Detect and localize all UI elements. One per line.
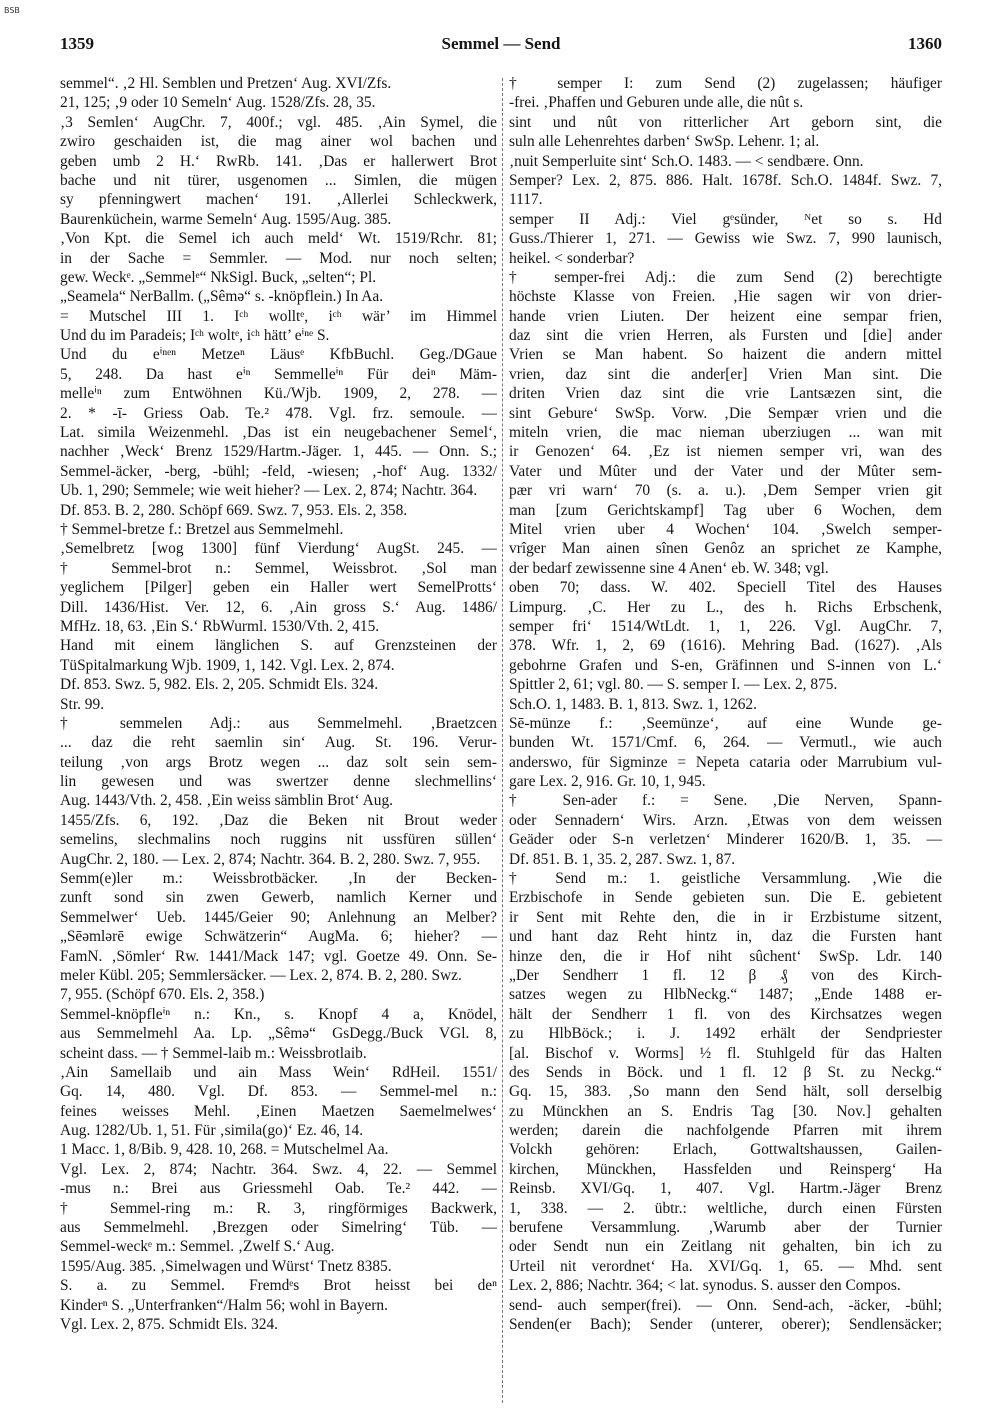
- text-line: † Semmel-ring m.: R. 3, ringförmiges Backwerk,: [60, 1199, 497, 1217]
- text-line: bunden Wt. 1571/Cmf. 6, 264. — Vermutl., wie auch: [509, 734, 942, 752]
- text-line: Geäder oder S-n verletzen‘ Minderer 1620/B. 1, 35. —: [509, 831, 942, 849]
- running-head: [60, 34, 942, 56]
- text-line: zu HlbBöck.; i. J. 1492 erhält der Sendpriester: [509, 1025, 942, 1043]
- text-line: des Sends in Böck. und 1 fl. 12 β St. zu Neckg.“: [509, 1063, 942, 1081]
- text-line: Lat. simila Weizenmehl. ‚Das ist ein neugebachener Semel‘,: [60, 424, 497, 442]
- text-line: 1455/Zfs. 6, 192. ‚Daz die Beken nit Brout weder: [60, 811, 497, 829]
- text-line: scheint dass. — † Semmel-laib m.: Weissbrotlaib.: [60, 1044, 367, 1062]
- text-line: und hant daz Reht hintz in, daz die Fursten hant: [509, 928, 942, 946]
- text-line: „Seamela“ NerBallm. („Sêmə“ s. -knöpflein.) In Aa.: [60, 288, 384, 306]
- text-line: Kinderⁿ S. „Unterfranken“/Halm 56; wohl in Bayern.: [60, 1296, 388, 1314]
- text-line: Sch.O. 1, 1483. B. 1, 813. Swz. 1, 1262.: [509, 695, 757, 713]
- text-line: „Sēəmlərē ewige Schwätzerin“ AugMa. 6; hieher? —: [60, 928, 497, 946]
- left-page-number: 1359: [60, 34, 94, 53]
- text-line: semper II Adj.: Viel gᵉsünder, ᴺet so s. Hd: [509, 210, 942, 228]
- text-line: FamN. ‚Sömler‘ Rw. 1441/Mack 147; vgl. Goetze 49. Onn. Se-: [60, 947, 497, 965]
- text-line: anderswo, für Sigminze = Nepeta cataria oder Marrubium vul-: [509, 753, 942, 771]
- text-line: semper fri‘ 1514/WtLdt. 1, 1, 226. Vgl. AugChr. 7,: [509, 617, 942, 635]
- text-line: -frei. ‚Phaffen und Geburen unde alle, die nût s.: [509, 94, 804, 112]
- text-line: werden; darein die nachfolgende Pfarren mit ihrem: [509, 1122, 942, 1140]
- left-column: [60, 74, 497, 1412]
- text-line: [al. Bischof v. Worms] ½ fl. Stuhlgeld für das Halten: [509, 1044, 942, 1062]
- text-line: hande vrien Liuten. Der heizent eine sempar frien,: [509, 307, 942, 325]
- text-line: aus Semmelmehl. ‚Brezgen oder Simelring‘ Tüb. —: [60, 1219, 497, 1237]
- text-line: hält der Sendherr 1 fl. von des Kirchsatzes wegen: [509, 1005, 942, 1023]
- text-line: Erzbischofe in Sende gebieten sun. Die E. gebietent: [509, 889, 942, 907]
- text-line: Semmelwer‘ Ueb. 1445/Geier 90; Anlehnung an Melber?: [60, 908, 497, 926]
- text-line: semmel“. ‚2 Hl. Semblen und Pretzen‘ Aug. XVI/Zfs.: [60, 75, 392, 92]
- text-line: 1595/Aug. 385. ‚Simelwagen und Würst‘ Tnetz 8385.: [60, 1257, 392, 1275]
- text-line: sy pfenningwert machen‘ 191. ‚Allerlei Schleckwerk,: [60, 191, 497, 209]
- text-line: der bedarf zewissenne sine 4 Anen‘ eb. W. 348; vgl.: [509, 559, 829, 577]
- text-line: gew. Weckᵉ. „Semmelᵉ“ NkSigl. Buck, „selten“; Pl.: [60, 268, 377, 286]
- text-line: = Mutschel III 1. Iᶜʰ wolltᵉ, iᶜʰ wär’ im Himmel: [60, 307, 497, 325]
- text-line: S. a. zu Semmel. Fremdᵉs Brot heisst bei deⁿ: [60, 1277, 497, 1295]
- right-page-number: 1360: [908, 34, 942, 53]
- text-line: Urteil nit verordnet‘ Ha. XVI/Gq. 1, 65. — Mhd. sent: [509, 1257, 942, 1275]
- text-line: 1 Macc. 1, 8/Bib. 9, 428. 10, 268. = Mutschelmel Aa.: [60, 1141, 389, 1159]
- text-line: Mitel vrien uber 4 Wochen‘ 104. ‚Swelch semper-: [509, 520, 942, 538]
- text-line: 7, 955. (Schöpf 670. Els. 2, 358.): [60, 986, 265, 1004]
- text-line: Vgl. Lex. 2, 874; Nachtr. 364. Swz. 4, 22. — Semmel: [60, 1160, 497, 1178]
- text-line: nachher ‚Weck‘ Brenz 1529/Hartm.-Jäger. 1, 445. — Onn. S.;: [60, 443, 497, 461]
- text-line: Gq. 14, 480. Vgl. Df. 853. — Semmel-mel n.:: [60, 1083, 497, 1101]
- text-line: TüSpitalmarkung Wjb. 1909, 1, 142. Vgl. Lex. 2, 874.: [60, 656, 395, 674]
- text-line: Vgl. Lex. 2, 875. Schmidt Els. 324.: [60, 1316, 279, 1333]
- text-line: 1117.: [509, 191, 543, 209]
- text-line: satzes wegen zu HlbNeckg.“ 1487; „Ende 1488 er-: [509, 986, 942, 1004]
- text-line: Reinsb. XVI/Gq. 1, 407. Vgl. Hartm.-Jäger Brenz: [509, 1180, 942, 1198]
- text-line: Limpurg. ‚C. Her zu L., des h. Richs Erbschenk,: [509, 598, 942, 616]
- text-line: Df. 853. B. 2, 280. Schöpf 669. Swz. 7, 953. Els. 2, 358.: [60, 501, 408, 519]
- library-stamp: BSB: [4, 6, 20, 15]
- text-line: Semmel-weckᵉ m.: Semmel. ‚Zwelf S.‘ Aug.: [60, 1238, 335, 1256]
- text-line: Str. 99.: [60, 695, 105, 713]
- text-line: Semper? Lex. 2, 875. 886. Halt. 1678f. Sch.O. 1484f. Swz. 7,: [509, 171, 942, 189]
- text-line: 1, 338. — 2. übtr.: weltliche, durch einen Fürsten: [509, 1199, 942, 1217]
- text-line: ‚Ain Samellaib und ain Mass Wein‘ RdHeil. 1551/: [60, 1063, 497, 1081]
- text-line: pær vri warn‘ 70 (s. a. u.). ‚Dem Semper vrien git: [509, 482, 942, 500]
- text-line: Sē-münze f.: ‚Seemünze‘, auf eine Wunde ge-: [509, 714, 942, 732]
- text-line: Vrien se Man habent. So haizent die andern mittel: [509, 346, 942, 364]
- text-line: gebohrne Grafen und S-en, Gräfinnen und S-innen von L.‘: [509, 656, 942, 674]
- text-line: meler Kübl. 205; Semmlersäcker. — Lex. 2, 874. B. 2, 280. Swz.: [60, 966, 462, 984]
- text-line: Dill. 1436/Hist. Ver. 12, 6. ‚Ain gross S.‘ Aug. 1486/: [60, 598, 497, 616]
- text-line: Und du eⁱⁿᵉⁿ Metzeⁿ Läusᵉ KfbBuchl. Geg./DGaue: [60, 346, 497, 364]
- text-line: † Send m.: 1. geistliche Versammlung. ‚Wie die: [509, 870, 942, 888]
- text-line: man [zum Gerichtskampf] Tag uber 6 Wochen, dem: [509, 501, 942, 519]
- text-line: oben 70; dass. W. 402. Speciell Titel des Hauses: [509, 579, 942, 597]
- text-line: Semm(e)ler m.: Weissbrotbäcker. ‚In der Becken-: [60, 870, 497, 888]
- text-line: „Der Sendherr 1 fl. 12 β ₰ von des Kirch-: [509, 966, 942, 984]
- text-line: send- auch semper(frei). — Onn. Send-ach, -äcker, -bühl;: [509, 1296, 942, 1314]
- text-line: Df. 851. B. 1, 35. 2, 287. Swz. 1, 87.: [509, 850, 736, 868]
- text-line: berufene Versammlung. ‚Warumb aber der Turnier: [509, 1219, 942, 1237]
- text-line: -mus n.: Brei aus Griessmehl Oab. Te.² 442. —: [60, 1180, 497, 1198]
- right-column: [509, 74, 942, 1412]
- text-line: Vater und Mûter und der Vater und der Mûter sem-: [509, 462, 942, 480]
- text-line: yeglichem [Pilger] geben ein Haller wert SemelProtts‘: [60, 579, 497, 597]
- text-line: Senden(er Bach); Sender (unterer, oberer); Sendlensäcker;: [509, 1316, 942, 1333]
- text-line: feines weisses Mehl. ‚Einen Maetzen Saemelmelwes‘: [60, 1102, 497, 1120]
- text-line: † Semmel-brot n.: Semmel, Weissbrot. ‚Sol man: [60, 559, 497, 577]
- text-line: Volckh gehören: Erlach, Gottwaltshaussen, Gailen-: [509, 1141, 942, 1159]
- text-line: Ub. 1, 290; Semmele; wie weit hieher? — Lex. 2, 874; Nachtr. 364.: [60, 482, 478, 500]
- text-line: Semmel-knöpfleⁱⁿ n.: Kn., s. Knopf 4 a, Knödel,: [60, 1005, 497, 1023]
- text-line: ‚Von Kpt. die Semel ich auch meld‘ Wt. 1519/Rchr. 81;: [60, 230, 497, 248]
- text-line: ‚3 Semlen‘ AugChr. 7, 400f.; vgl. 485. ‚Ain Symel, die: [60, 113, 497, 131]
- text-line: oder Sendt nun ein Zeitlang nit gehalten, bin ich zu: [509, 1238, 942, 1256]
- text-line: gare Lex. 2, 916. Gr. 10, 1, 945.: [509, 773, 706, 791]
- text-line: ir Genozen‘ 64. ‚Ez ist niemen semper vri, wan des: [509, 443, 942, 461]
- text-line: miteln vrien, die mac nieman uberziugen ... wan mit: [509, 424, 942, 442]
- text-line: teilung ‚von args Brotz wegen ... daz solt sein sem-: [60, 753, 497, 771]
- text-line: † semper-frei Adj.: die zum Send (2) berechtigte: [509, 268, 942, 286]
- text-line: lin gewesen und was swertzer denne slechmellins‘: [60, 773, 497, 791]
- text-line: melleⁱⁿ zum Entwöhnen Kü./Wjb. 1909, 2, 278. —: [60, 385, 497, 403]
- text-line: 378. Wfr. 1, 2, 69 (1616). Mehring Bad. (1627). ‚Als: [509, 637, 942, 655]
- text-line: Guss./Thierer 1, 271. — Gewiss wie Swz. 7, 990 launisch,: [509, 230, 942, 248]
- text-line: ... daz die reht saemlin sin‘ Aug. St. 196. Verur-: [60, 734, 497, 752]
- text-line: † Sen-ader f.: = Sene. ‚Die Nerven, Spann-: [509, 792, 942, 810]
- text-line: vrîger Man ainen sînen Genôz an sprichet ze Kamphe,: [509, 540, 942, 558]
- text-line: kirchen, Münckhen, Hassfelden und Reinsperg‘ Ha: [509, 1160, 942, 1178]
- text-line: aus Semmelmehl Aa. Lp. „Sêmə“ GsDegg./Buck VGl. 8,: [60, 1025, 497, 1043]
- text-line: in der Sache = Semmler. — Mod. nur noch selten;: [60, 249, 497, 267]
- text-line: geben umb 2 H.‘ RwRb. 141. ‚Das er hallerwert Brot: [60, 152, 497, 170]
- text-line: Df. 853. Swz. 5, 982. Els. 2, 205. Schmidt Els. 324.: [60, 676, 379, 694]
- text-line: semelins, slechmalins noch ruggins nit ussfüren süllen‘: [60, 831, 497, 849]
- text-line: † semper I: zum Send (2) zugelassen; häufiger: [509, 75, 942, 92]
- text-line: Gq. 15, 383. ‚So mann den Send hält, soll derselbig: [509, 1083, 942, 1101]
- text-line: Baurenküchein, warme Semeln‘ Aug. 1595/Aug. 385.: [60, 210, 392, 228]
- text-line: daz sint die vrien Herren, als Fursten und [die] ander: [509, 327, 942, 345]
- text-line: suln alle Lehenrehtes darben‘ SwSp. Lehenr. 1; al.: [509, 133, 820, 151]
- text-line: sint Gebure‘ SwSp. Vorw. ‚Die Sempær vrien und die: [509, 404, 942, 422]
- text-line: ‚nuit Semperluite sint‘ Sch.O. 1483. — < sendbære. Onn.: [509, 152, 864, 170]
- column-divider: [502, 78, 503, 1403]
- text-line: 2. * -ī- Griess Oab. Te.² 478. Vgl. frz. semoule. —: [60, 404, 497, 422]
- text-line: † semmelen Adj.: aus Semmelmehl. ‚Braetzcen: [60, 714, 497, 732]
- text-line: höchste Klasse von Freien. ‚Hie sagen wir von drier-: [509, 288, 942, 306]
- text-line: MfHz. 18, 63. ‚Ein S.‘ RbWurml. 1530/Vth. 2, 415.: [60, 617, 380, 635]
- text-line: Lex. 2, 886; Nachtr. 364; < lat. synodus. S. ausser den Compos.: [509, 1277, 901, 1295]
- text-line: Aug. 1282/Ub. 1, 51. Für ‚simila(go)‘ Ez. 46, 14.: [60, 1122, 364, 1140]
- text-line: driten Vrien daz sint die vrie Lantsæzen sint, die: [509, 385, 942, 403]
- text-line: vrien, daz sint die ander[er] Vrien Man sint. Die: [509, 365, 942, 383]
- text-line: heikel. < sonderbar?: [509, 249, 635, 267]
- text-line: † Semmel-bretze f.: Bretzel aus Semmelmehl.: [60, 520, 344, 538]
- text-line: ir Sent mit Rehte den, die in ir Erzbistume sitzent,: [509, 908, 942, 926]
- text-line: zwiro geschaiden ist, die mag ainer wol bachen und: [60, 133, 497, 151]
- text-line: 21, 125; ‚9 oder 10 Semeln‘ Aug. 1528/Zfs. 28, 35.: [60, 94, 376, 112]
- text-line: sint und nût von ritterlicher Art geborn sint, die: [509, 113, 942, 131]
- text-line: hinze den, die ir Hof niht sûchent‘ SwSp. Ldr. 140: [509, 947, 942, 965]
- text-line: Hand mit einem länglichen S. auf Grenzsteinen der: [60, 637, 497, 655]
- text-line: Und du im Paradeis; Iᶜʰ woltᵉ, iᶜʰ hätt’ eⁱⁿᵉ S.: [60, 327, 330, 345]
- text-line: Aug. 1443/Vth. 2, 458. ‚Ein weiss sämblin Brot‘ Aug.: [60, 792, 394, 810]
- text-line: Semmel-äcker, -berg, -bühl; -feld, -wiesen; ‚-hof‘ Aug. 1332/: [60, 462, 497, 480]
- text-line: zunft sond sin zwen Gewerb, namlich Kerner und: [60, 889, 497, 907]
- text-line: oder Sennadern‘ Wirs. Arzn. ‚Etwas von dem weissen: [509, 811, 942, 829]
- page-title: Semmel — Send: [441, 34, 561, 53]
- text-line: bache und nit türer, usgenomen ... Simlen, die mügen: [60, 171, 497, 189]
- text-line: ‚Semelbretz [wog 1300] fünf Vierdung‘ AugSt. 245. —: [60, 540, 497, 558]
- text-line: zu Münckhen an S. Endris Tag [30. Nov.] gehalten: [509, 1102, 942, 1120]
- text-line: Spittler 2, 61; vgl. 80. — S. semper I. — Lex. 2, 875.: [509, 676, 838, 694]
- text-line: 5, 248. Da hast eⁱⁿ Semmelleⁱⁿ Für deiⁿ Mäm-: [60, 365, 497, 383]
- text-line: AugChr. 2, 180. — Lex. 2, 874; Nachtr. 364. B. 2, 280. Swz. 7, 955.: [60, 850, 481, 868]
